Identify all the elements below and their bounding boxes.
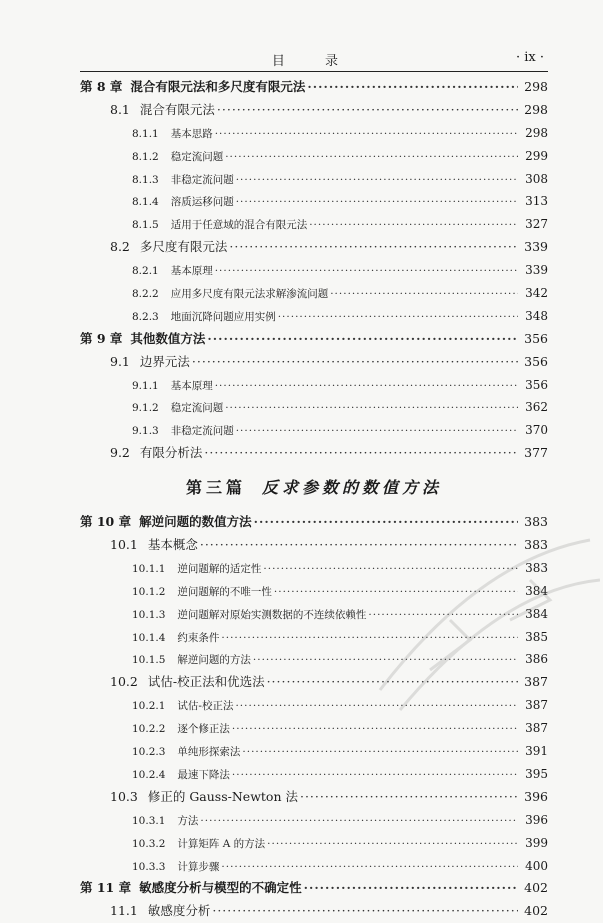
- entry-title: 稳定流问题: [170, 150, 224, 163]
- part-title: 反求参数的数值方法: [262, 478, 443, 498]
- dot-leader: [278, 306, 518, 328]
- entry-number: 10.3.1: [132, 814, 166, 827]
- dot-leader: [267, 671, 518, 694]
- entry-title: 逐个修正法: [177, 723, 230, 736]
- toc-subsection-entry[interactable]: [80, 168, 548, 191]
- dot-leader: [309, 214, 518, 236]
- toc-chapter-entry[interactable]: [80, 511, 548, 534]
- toc-subsection-entry[interactable]: [80, 305, 548, 328]
- entry-title: 非稳定流问题: [170, 425, 234, 438]
- entry-title: 单纯形探索法: [177, 746, 241, 759]
- entry-title: 解逆问题的数值方法: [139, 514, 252, 530]
- entry-page-number: 327: [525, 217, 548, 232]
- toc-subsection-entry[interactable]: [80, 603, 548, 626]
- entry-title: 适用于任意域的混合有限元法: [170, 219, 308, 232]
- toc-subsection-entry[interactable]: [80, 282, 548, 305]
- entry-title: 基本概念: [147, 537, 198, 553]
- dot-leader: [232, 764, 518, 786]
- entry-page-number: 377: [524, 445, 548, 461]
- entry-number: 8.1: [110, 101, 130, 117]
- entry-number: 10.2.2: [132, 723, 166, 736]
- toc-subsection-entry[interactable]: [80, 259, 548, 282]
- entry-page-number: 400: [525, 858, 548, 873]
- dot-leader: [300, 786, 518, 809]
- entry-title: 计算步骤: [177, 860, 220, 873]
- entry-title: 地面沉降问题应用实例: [170, 310, 276, 323]
- dot-leader: [200, 534, 518, 557]
- dot-leader: [236, 420, 518, 442]
- toc-subsection-entry[interactable]: [80, 694, 548, 717]
- toc-subsection-entry[interactable]: [80, 419, 548, 442]
- entry-number: 10.2: [110, 674, 138, 690]
- entry-page-number: 348: [525, 308, 548, 323]
- dot-leader: [232, 718, 518, 740]
- page-number: · ix ·: [515, 50, 544, 65]
- dot-leader: [274, 581, 518, 603]
- entry-title: 试估-校正法: [177, 700, 234, 713]
- entry-page-number: 384: [525, 606, 548, 621]
- entry-number: 10.3: [110, 788, 138, 804]
- dot-leader: [253, 649, 518, 671]
- entry-page-number: 342: [525, 286, 548, 301]
- header-rule: [80, 71, 548, 72]
- dot-leader: [263, 558, 518, 580]
- entry-page-number: 356: [525, 377, 548, 392]
- toc-subsection-entry[interactable]: [80, 122, 548, 145]
- dot-leader: [221, 627, 518, 649]
- entry-page-number: 385: [525, 629, 548, 644]
- toc-subsection-entry[interactable]: [80, 557, 548, 580]
- toc-section-entry[interactable]: [80, 786, 548, 809]
- toc-subsection-entry[interactable]: [80, 145, 548, 168]
- entry-page-number: 299: [525, 148, 548, 163]
- entry-page-number: 383: [524, 537, 548, 553]
- toc-section-entry[interactable]: [80, 351, 548, 374]
- dot-leader: [215, 375, 518, 397]
- entry-number: 10.2.4: [132, 768, 166, 781]
- dot-leader: [236, 191, 518, 213]
- entry-title: 边界元法: [139, 353, 190, 369]
- toc-subsection-entry[interactable]: [80, 374, 548, 397]
- page-header: [80, 44, 548, 72]
- entry-page-number: 396: [524, 788, 548, 804]
- dot-leader: [192, 351, 518, 374]
- dot-leader: [242, 741, 518, 763]
- entry-title: 逆问题解对原始实测数据的不连续依赖性: [177, 608, 367, 621]
- toc-section-entry[interactable]: [80, 671, 548, 694]
- part-number: 第三篇: [185, 478, 246, 498]
- toc-subsection-entry[interactable]: [80, 648, 548, 671]
- entry-page-number: 356: [524, 330, 548, 346]
- entry-title: 最速下降法: [177, 768, 230, 781]
- entry-title: 方法: [177, 814, 199, 827]
- entry-number: 10.3.3: [132, 860, 166, 873]
- entry-number: 8.1.3: [132, 173, 159, 186]
- entry-title: 解逆问题的方法: [177, 654, 251, 667]
- toc-subsection-entry[interactable]: [80, 832, 548, 855]
- entry-page-number: 399: [525, 835, 548, 850]
- entry-title: 基本思路: [170, 127, 213, 140]
- entry-number: 10.1.5: [132, 654, 166, 667]
- entry-page-number: 298: [524, 101, 548, 117]
- dot-leader: [212, 900, 518, 923]
- dot-leader: [200, 810, 518, 832]
- entry-number: 10.2.1: [132, 700, 166, 713]
- entry-page-number: 370: [525, 423, 548, 438]
- entry-page-number: 396: [525, 812, 548, 827]
- entry-page-number: 402: [524, 880, 548, 896]
- entry-title: 应用多尺度有限元法求解渗流问题: [170, 288, 329, 301]
- entry-number: 9.1.1: [132, 379, 159, 392]
- entry-number: 8.2: [110, 239, 130, 255]
- dot-leader: [254, 511, 518, 534]
- toc-section-entry[interactable]: [80, 900, 548, 923]
- entry-page-number: 387: [525, 698, 548, 713]
- entry-number: 9.1.2: [132, 402, 159, 415]
- entry-title: 敏感度分析与模型的不确定性: [139, 880, 302, 896]
- entry-title: 修正的 Gauss-Newton 法: [147, 788, 298, 804]
- entry-number: 8.1.1: [132, 127, 159, 140]
- entry-title: 多尺度有限元法: [139, 239, 228, 255]
- entry-number: 8.2.3: [132, 310, 159, 323]
- entry-page-number: 387: [524, 674, 548, 690]
- table-of-contents: [80, 76, 548, 923]
- entry-number: 第 8 章: [80, 79, 123, 94]
- entry-number: 8.2.2: [132, 288, 159, 301]
- entry-page-number: 298: [525, 125, 548, 140]
- entry-number: 第 9 章: [80, 330, 123, 346]
- dot-leader: [368, 604, 518, 626]
- entry-title: 有限分析法: [139, 445, 203, 461]
- entry-number: 10.1.4: [132, 631, 166, 644]
- entry-page-number: 356: [524, 353, 548, 369]
- entry-number: 8.1.4: [132, 196, 159, 209]
- entry-page-number: 386: [525, 652, 548, 667]
- entry-title: 非稳定流问题: [170, 173, 234, 186]
- entry-title: 基本原理: [170, 379, 213, 392]
- toc-section-entry[interactable]: [80, 236, 548, 259]
- entry-number: 10.1: [110, 537, 138, 553]
- entry-number: 8.2.1: [132, 265, 159, 278]
- toc-part-2-entries: [80, 511, 548, 923]
- entry-number: 10.3.2: [132, 837, 166, 850]
- toc-subsection-entry[interactable]: [80, 396, 548, 419]
- entry-number: 第 11 章: [80, 880, 132, 896]
- part-heading: [80, 465, 548, 511]
- dot-leader: [229, 236, 518, 259]
- entry-page-number: 339: [524, 239, 548, 255]
- dot-leader: [304, 877, 518, 900]
- entry-title: 约束条件: [177, 631, 220, 644]
- dot-leader: [215, 260, 518, 282]
- toc-subsection-entry[interactable]: [80, 809, 548, 832]
- entry-page-number: 383: [524, 514, 548, 530]
- entry-number: 11.1: [110, 903, 138, 919]
- toc-subsection-entry[interactable]: [80, 213, 548, 236]
- dot-leader: [221, 856, 518, 878]
- dot-leader: [225, 397, 518, 419]
- dot-leader: [204, 442, 518, 465]
- entry-page-number: 395: [525, 766, 548, 781]
- entry-number: 10.1.1: [132, 562, 166, 575]
- dot-leader: [235, 695, 518, 717]
- toc-chapter-entry[interactable]: [80, 76, 548, 99]
- dot-leader: [236, 169, 518, 191]
- entry-title: 溶质运移问题: [170, 196, 234, 209]
- entry-number: 第 10 章: [80, 514, 132, 530]
- dot-leader: [307, 76, 518, 99]
- entry-number: 10.2.3: [132, 746, 166, 759]
- entry-number: 9.1.3: [132, 425, 159, 438]
- entry-page-number: 308: [525, 171, 548, 186]
- toc-subsection-entry[interactable]: [80, 763, 548, 786]
- entry-page-number: 313: [525, 194, 548, 209]
- entry-title: 混合有限元法: [139, 101, 215, 117]
- dot-leader: [225, 146, 518, 168]
- entry-number: 9.1: [110, 353, 130, 369]
- entry-number: 9.2: [110, 445, 130, 461]
- entry-page-number: 298: [524, 79, 548, 94]
- entry-title: 逆问题解的适定性: [177, 562, 262, 575]
- entry-page-number: 384: [525, 583, 548, 598]
- dot-leader: [207, 328, 518, 351]
- toc-section-entry[interactable]: [80, 99, 548, 122]
- entry-title: 逆问题解的不唯一性: [177, 585, 272, 598]
- toc-chapter-entry[interactable]: [80, 877, 548, 900]
- entry-title: 计算矩阵 A 的方法: [177, 837, 266, 850]
- entry-page-number: 402: [524, 903, 548, 919]
- entry-number: 8.1.2: [132, 150, 159, 163]
- toc-subsection-entry[interactable]: [80, 626, 548, 649]
- entry-title: 混合有限元法和多尺度有限元法: [130, 79, 306, 94]
- dot-leader: [217, 99, 518, 122]
- entry-page-number: 362: [525, 400, 548, 415]
- toc-section-entry[interactable]: [80, 534, 548, 557]
- entry-title: 敏感度分析: [147, 903, 211, 919]
- toc-subsection-entry[interactable]: [80, 855, 548, 878]
- running-head-title: 目 录: [271, 54, 357, 69]
- toc-subsection-entry[interactable]: [80, 580, 548, 603]
- entry-page-number: 339: [525, 263, 548, 278]
- entry-number: 8.1.5: [132, 219, 159, 232]
- entry-title: 试估-校正法和优选法: [147, 674, 265, 690]
- dot-leader: [330, 283, 518, 305]
- toc-part-1-entries: [80, 76, 548, 465]
- entry-number: 10.1.3: [132, 608, 166, 621]
- toc-subsection-entry[interactable]: [80, 740, 548, 763]
- toc-chapter-entry[interactable]: [80, 328, 548, 351]
- entry-page-number: 383: [525, 560, 548, 575]
- dot-leader: [215, 123, 518, 145]
- entry-number: 10.1.2: [132, 585, 166, 598]
- entry-title: 稳定流问题: [170, 402, 224, 415]
- dot-leader: [267, 833, 518, 855]
- entry-page-number: 391: [525, 744, 548, 759]
- toc-subsection-entry[interactable]: [80, 190, 548, 213]
- toc-subsection-entry[interactable]: [80, 717, 548, 740]
- entry-title: 基本原理: [170, 265, 213, 278]
- entry-page-number: 387: [525, 721, 548, 736]
- entry-title: 其他数值方法: [130, 330, 206, 346]
- toc-section-entry[interactable]: [80, 442, 548, 465]
